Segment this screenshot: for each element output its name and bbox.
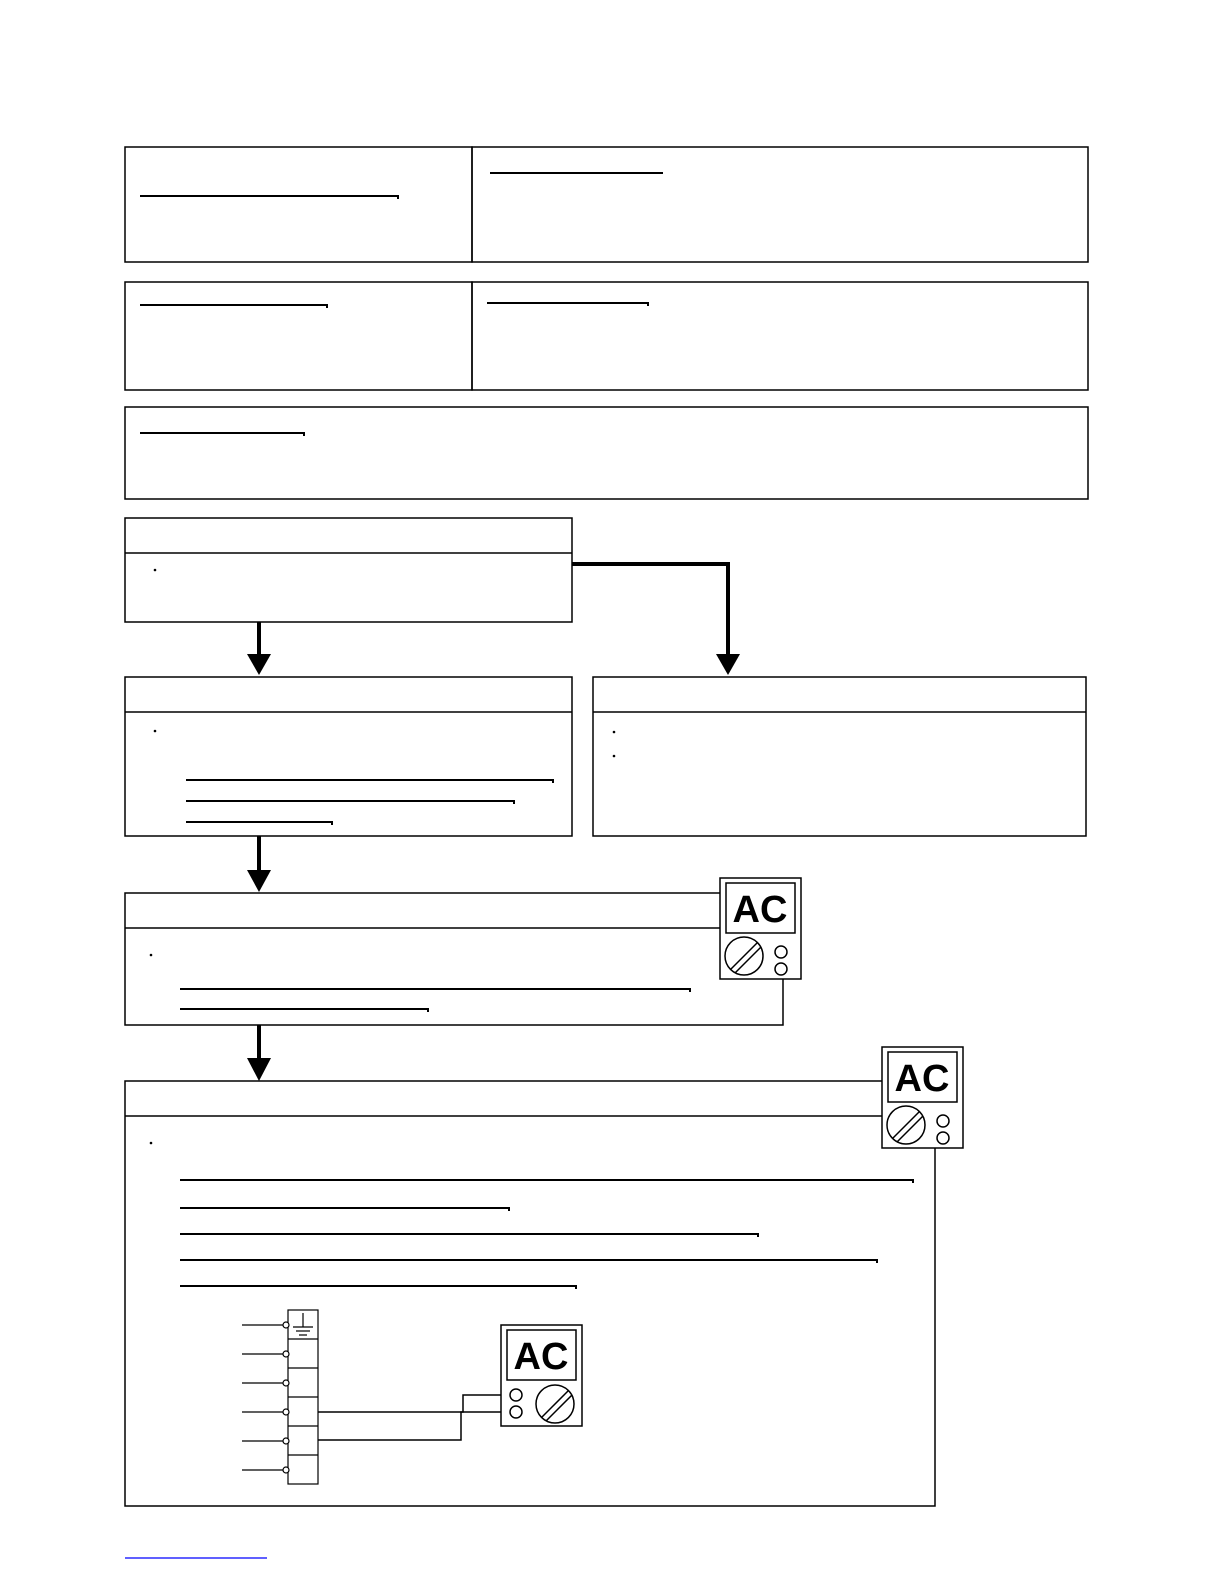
- terminal-block: [288, 1310, 318, 1484]
- bullet: [613, 731, 616, 734]
- step-box-2a: [125, 677, 572, 836]
- arrow-step3-to-step4: [247, 1025, 271, 1081]
- underline-field-15: [180, 1286, 576, 1289]
- bullet: [154, 730, 157, 733]
- info-box-left-2: [125, 282, 472, 390]
- underline-field-9: [180, 989, 690, 992]
- header-info-row-1: [125, 147, 1088, 262]
- underline-field-3: [140, 305, 327, 308]
- underline-field-11: [180, 1180, 913, 1183]
- bullet: [154, 569, 157, 572]
- probe-wires: [318, 1395, 509, 1440]
- step-box-2b: [593, 677, 1086, 836]
- underline-field-7: [186, 801, 514, 804]
- arrow-step2a-to-step3: [247, 836, 271, 892]
- bullet: [150, 954, 153, 957]
- ac-meter-label: AC: [894, 1058, 950, 1100]
- step-box-4: [125, 1081, 935, 1506]
- info-box-left-1: [125, 147, 472, 262]
- ac-meter-label: AC: [732, 889, 788, 931]
- bullet: [150, 1142, 153, 1145]
- ac-meter-icon: [882, 1047, 963, 1148]
- ac-meter-label: AC: [513, 1336, 569, 1378]
- ac-meter-icon: [501, 1325, 582, 1426]
- underline-field-4: [487, 303, 648, 306]
- underline-field-6: [186, 780, 553, 783]
- arrow-step1-to-step2b: [572, 564, 740, 675]
- ac-meter-icon: [720, 878, 801, 979]
- underline-field-5: [140, 433, 304, 436]
- header-info-row-2: [125, 282, 1088, 390]
- step-box-1: [125, 518, 572, 622]
- info-box-wide: [125, 407, 1088, 499]
- info-box-right-1: [472, 147, 1088, 262]
- step-box-3: [125, 893, 783, 1025]
- underline-field-13: [180, 1234, 758, 1237]
- bullet: [613, 755, 616, 758]
- arrow-step1-to-step2a: [247, 622, 271, 675]
- underline-field-8: [186, 822, 332, 825]
- underline-field-1: [140, 196, 398, 199]
- underline-field-10: [180, 1009, 428, 1012]
- ground-symbol-icon: [293, 1313, 313, 1335]
- underline-field-14: [180, 1260, 877, 1263]
- terminal-leads: [242, 1322, 289, 1473]
- header-info-row-3: [125, 407, 1088, 499]
- underline-field-12: [180, 1208, 509, 1211]
- info-box-right-2: [472, 282, 1088, 390]
